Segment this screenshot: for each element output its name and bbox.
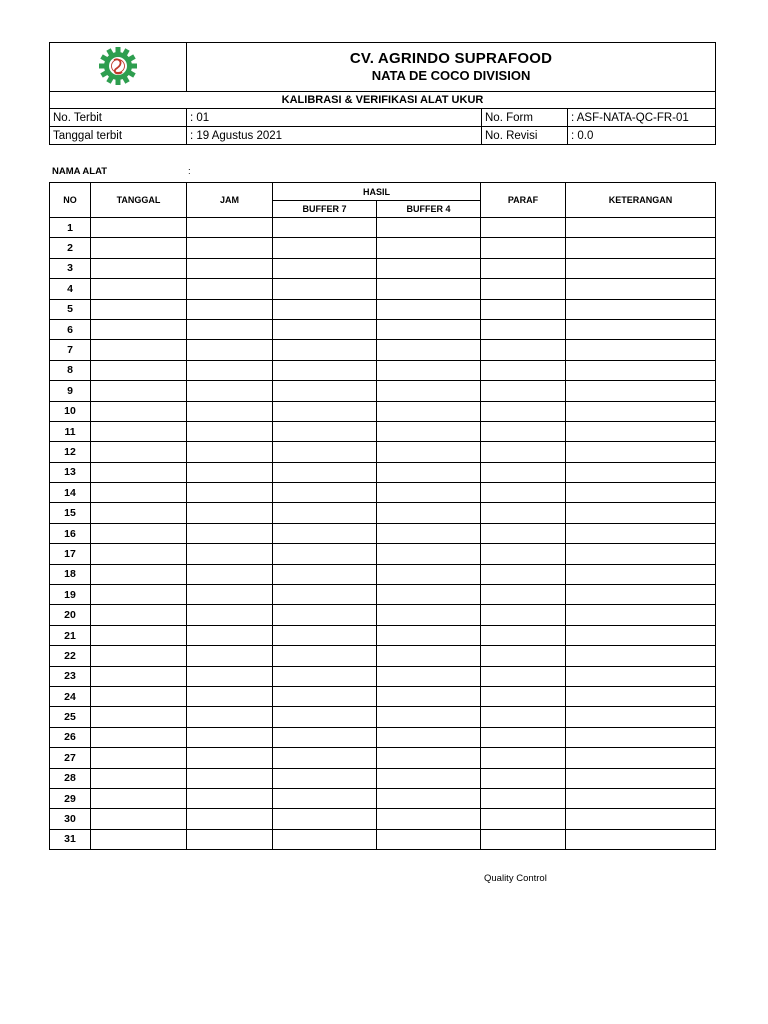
row-number: 31 [50, 829, 91, 849]
cell-buffer-7 [273, 319, 377, 339]
cell-buffer-4 [377, 442, 481, 462]
table-row [50, 218, 716, 238]
cell-buffer-7 [273, 564, 377, 584]
cell-jam [187, 544, 273, 564]
cell-tanggal [91, 564, 187, 584]
cell-paraf [481, 748, 566, 768]
no-form-label: No. Form [482, 109, 568, 127]
cell-tanggal [91, 299, 187, 319]
cell-tanggal [91, 483, 187, 503]
table-row [50, 360, 716, 380]
cell-jam [187, 646, 273, 666]
cell-tanggal [91, 605, 187, 625]
cell-buffer-7 [273, 258, 377, 278]
table-row [50, 340, 716, 360]
cell-keterangan [566, 625, 716, 645]
table-row [50, 503, 716, 523]
cell-tanggal [91, 360, 187, 380]
cell-paraf [481, 564, 566, 584]
cell-buffer-4 [377, 585, 481, 605]
cell-tanggal [91, 421, 187, 441]
nama-alat-colon: : [188, 166, 191, 177]
header-no: NO [50, 183, 91, 218]
cell-paraf [481, 707, 566, 727]
cell-buffer-4 [377, 544, 481, 564]
cell-jam [187, 462, 273, 482]
document-title: KALIBRASI & VERIFIKASI ALAT UKUR [50, 92, 716, 109]
cell-tanggal [91, 727, 187, 747]
row-number: 6 [50, 319, 91, 339]
cell-tanggal [91, 625, 187, 645]
cell-keterangan [566, 585, 716, 605]
table-row [50, 788, 716, 808]
cell-buffer-4 [377, 727, 481, 747]
table-row [50, 238, 716, 258]
cell-paraf [481, 258, 566, 278]
cell-jam [187, 503, 273, 523]
cell-jam [187, 809, 273, 829]
cell-buffer-7 [273, 727, 377, 747]
cell-tanggal [91, 544, 187, 564]
row-number: 12 [50, 442, 91, 462]
cell-keterangan [566, 788, 716, 808]
table-row [50, 279, 716, 299]
cell-keterangan [566, 523, 716, 543]
cell-jam [187, 218, 273, 238]
company-cell [187, 43, 716, 92]
row-number: 24 [50, 686, 91, 706]
cell-paraf [481, 442, 566, 462]
cell-paraf [481, 340, 566, 360]
cell-jam [187, 625, 273, 645]
cell-paraf [481, 401, 566, 421]
cell-buffer-7 [273, 462, 377, 482]
cell-keterangan [566, 564, 716, 584]
cell-keterangan [566, 605, 716, 625]
cell-jam [187, 605, 273, 625]
header-tanggal: TANGGAL [91, 183, 187, 218]
cell-buffer-4 [377, 503, 481, 523]
cell-keterangan [566, 238, 716, 258]
cell-tanggal [91, 809, 187, 829]
cell-paraf [481, 483, 566, 503]
cell-buffer-4 [377, 605, 481, 625]
cell-paraf [481, 503, 566, 523]
division-name: NATA DE COCO DIVISION [371, 68, 531, 83]
cell-buffer-7 [273, 605, 377, 625]
cell-paraf [481, 809, 566, 829]
cell-keterangan [566, 360, 716, 380]
row-number: 30 [50, 809, 91, 829]
cell-paraf [481, 788, 566, 808]
document-header [49, 42, 716, 145]
cell-tanggal [91, 585, 187, 605]
row-number: 10 [50, 401, 91, 421]
cell-jam [187, 483, 273, 503]
cell-tanggal [91, 258, 187, 278]
cell-jam [187, 401, 273, 421]
cell-tanggal [91, 381, 187, 401]
cell-jam [187, 340, 273, 360]
cell-buffer-4 [377, 483, 481, 503]
cell-jam [187, 748, 273, 768]
row-number: 17 [50, 544, 91, 564]
table-row [50, 686, 716, 706]
cell-buffer-4 [377, 748, 481, 768]
cell-keterangan [566, 340, 716, 360]
tanggal-terbit-value: : 19 Agustus 2021 [187, 127, 482, 145]
cell-tanggal [91, 218, 187, 238]
cell-keterangan [566, 279, 716, 299]
table-row [50, 523, 716, 543]
row-number: 20 [50, 605, 91, 625]
cell-buffer-7 [273, 483, 377, 503]
cell-buffer-4 [377, 360, 481, 380]
cell-keterangan [566, 809, 716, 829]
table-row [50, 544, 716, 564]
no-form-value: : ASF-NATA-QC-FR-01 [568, 109, 716, 127]
cell-paraf [481, 585, 566, 605]
cell-keterangan [566, 401, 716, 421]
cell-paraf [481, 421, 566, 441]
cell-jam [187, 319, 273, 339]
cell-buffer-7 [273, 809, 377, 829]
cell-jam [187, 279, 273, 299]
cell-buffer-7 [273, 238, 377, 258]
cell-paraf [481, 829, 566, 849]
cell-buffer-4 [377, 809, 481, 829]
cell-paraf [481, 646, 566, 666]
cell-buffer-4 [377, 401, 481, 421]
row-number: 28 [50, 768, 91, 788]
cell-keterangan [566, 442, 716, 462]
header-buffer-4: BUFFER 4 [377, 201, 481, 218]
cell-jam [187, 829, 273, 849]
cell-buffer-7 [273, 748, 377, 768]
cell-tanggal [91, 768, 187, 788]
row-number: 4 [50, 279, 91, 299]
cell-jam [187, 238, 273, 258]
row-number: 15 [50, 503, 91, 523]
cell-paraf [481, 319, 566, 339]
no-revisi-value: : 0.0 [568, 127, 716, 145]
cell-buffer-4 [377, 686, 481, 706]
cell-buffer-7 [273, 625, 377, 645]
cell-tanggal [91, 401, 187, 421]
cell-buffer-7 [273, 279, 377, 299]
cell-keterangan [566, 686, 716, 706]
header-keterangan: KETERANGAN [566, 183, 716, 218]
cell-keterangan [566, 218, 716, 238]
tanggal-terbit-label: Tanggal terbit [50, 127, 187, 145]
cell-jam [187, 727, 273, 747]
row-number: 11 [50, 421, 91, 441]
cell-tanggal [91, 707, 187, 727]
table-row [50, 462, 716, 482]
company-name: CV. AGRINDO SUPRAFOOD [349, 50, 553, 67]
cell-tanggal [91, 666, 187, 686]
cell-buffer-7 [273, 503, 377, 523]
row-number: 16 [50, 523, 91, 543]
cell-buffer-4 [377, 768, 481, 788]
cell-buffer-4 [377, 707, 481, 727]
cell-paraf [481, 625, 566, 645]
cell-keterangan [566, 666, 716, 686]
cell-jam [187, 564, 273, 584]
cell-paraf [481, 218, 566, 238]
table-row [50, 666, 716, 686]
cell-buffer-7 [273, 646, 377, 666]
cell-jam [187, 442, 273, 462]
cell-buffer-4 [377, 788, 481, 808]
cell-buffer-4 [377, 381, 481, 401]
table-row [50, 483, 716, 503]
cell-buffer-7 [273, 768, 377, 788]
cell-jam [187, 421, 273, 441]
cell-buffer-4 [377, 666, 481, 686]
cell-tanggal [91, 279, 187, 299]
cell-tanggal [91, 788, 187, 808]
row-number: 18 [50, 564, 91, 584]
cell-buffer-4 [377, 299, 481, 319]
table-row [50, 299, 716, 319]
cell-tanggal [91, 523, 187, 543]
quality-control-signature-label: Quality Control [484, 873, 547, 884]
cell-paraf [481, 686, 566, 706]
cell-buffer-7 [273, 523, 377, 543]
header-hasil: HASIL [273, 183, 481, 201]
cell-keterangan [566, 748, 716, 768]
cell-paraf [481, 462, 566, 482]
cell-buffer-7 [273, 829, 377, 849]
cell-keterangan [566, 503, 716, 523]
row-number: 27 [50, 748, 91, 768]
cell-tanggal [91, 829, 187, 849]
cell-keterangan [566, 646, 716, 666]
cell-paraf [481, 360, 566, 380]
cell-jam [187, 666, 273, 686]
row-number: 29 [50, 788, 91, 808]
cell-buffer-4 [377, 279, 481, 299]
cell-tanggal [91, 686, 187, 706]
table-row [50, 421, 716, 441]
table-row [50, 401, 716, 421]
cell-buffer-7 [273, 442, 377, 462]
table-row [50, 727, 716, 747]
cell-keterangan [566, 544, 716, 564]
row-number: 9 [50, 381, 91, 401]
cell-buffer-7 [273, 707, 377, 727]
table-row [50, 809, 716, 829]
no-terbit-value: : 01 [187, 109, 482, 127]
row-number: 5 [50, 299, 91, 319]
row-number: 7 [50, 340, 91, 360]
cell-tanggal [91, 646, 187, 666]
cell-tanggal [91, 462, 187, 482]
cell-tanggal [91, 442, 187, 462]
cell-tanggal [91, 238, 187, 258]
cell-tanggal [91, 748, 187, 768]
table-row [50, 707, 716, 727]
cell-paraf [481, 279, 566, 299]
row-number: 25 [50, 707, 91, 727]
cell-jam [187, 585, 273, 605]
cell-buffer-7 [273, 686, 377, 706]
cell-paraf [481, 381, 566, 401]
cell-keterangan [566, 707, 716, 727]
cell-buffer-4 [377, 829, 481, 849]
cell-jam [187, 768, 273, 788]
calibration-table [49, 182, 716, 850]
cell-paraf [481, 666, 566, 686]
cell-buffer-7 [273, 299, 377, 319]
cell-tanggal [91, 503, 187, 523]
cell-buffer-4 [377, 625, 481, 645]
row-number: 3 [50, 258, 91, 278]
cell-keterangan [566, 421, 716, 441]
cell-paraf [481, 605, 566, 625]
cell-buffer-4 [377, 319, 481, 339]
cell-buffer-7 [273, 401, 377, 421]
row-number: 2 [50, 238, 91, 258]
cell-buffer-7 [273, 340, 377, 360]
table-row [50, 442, 716, 462]
cell-keterangan [566, 462, 716, 482]
cell-paraf [481, 768, 566, 788]
cell-keterangan [566, 258, 716, 278]
cell-buffer-7 [273, 381, 377, 401]
cell-buffer-7 [273, 666, 377, 686]
logo-cell [50, 43, 187, 92]
cell-paraf [481, 523, 566, 543]
table-row [50, 381, 716, 401]
cell-buffer-7 [273, 421, 377, 441]
cell-paraf [481, 299, 566, 319]
header-jam: JAM [187, 183, 273, 218]
row-number: 8 [50, 360, 91, 380]
cell-buffer-4 [377, 523, 481, 543]
cell-tanggal [91, 319, 187, 339]
table-row [50, 625, 716, 645]
cell-buffer-7 [273, 585, 377, 605]
cell-buffer-4 [377, 258, 481, 278]
row-number: 13 [50, 462, 91, 482]
row-number: 23 [50, 666, 91, 686]
table-row [50, 829, 716, 849]
cell-buffer-4 [377, 238, 481, 258]
cell-paraf [481, 544, 566, 564]
cell-buffer-7 [273, 218, 377, 238]
cell-buffer-7 [273, 360, 377, 380]
cell-buffer-4 [377, 564, 481, 584]
cell-tanggal [91, 340, 187, 360]
cell-keterangan [566, 319, 716, 339]
cell-paraf [481, 238, 566, 258]
header-buffer-7: BUFFER 7 [273, 201, 377, 218]
table-row [50, 564, 716, 584]
table-row [50, 605, 716, 625]
table-row [50, 319, 716, 339]
table-row [50, 748, 716, 768]
no-terbit-label: No. Terbit [50, 109, 187, 127]
cell-keterangan [566, 299, 716, 319]
cell-buffer-4 [377, 646, 481, 666]
row-number: 1 [50, 218, 91, 238]
cell-keterangan [566, 727, 716, 747]
row-number: 19 [50, 585, 91, 605]
cell-keterangan [566, 483, 716, 503]
cell-jam [187, 299, 273, 319]
cell-jam [187, 523, 273, 543]
cell-jam [187, 360, 273, 380]
row-number: 14 [50, 483, 91, 503]
table-row [50, 258, 716, 278]
row-number: 22 [50, 646, 91, 666]
agrindo-logo-icon [92, 46, 144, 86]
table-row [50, 768, 716, 788]
cell-jam [187, 258, 273, 278]
cell-buffer-4 [377, 340, 481, 360]
header-paraf: PARAF [481, 183, 566, 218]
table-body [50, 218, 716, 850]
row-number: 21 [50, 625, 91, 645]
cell-buffer-7 [273, 788, 377, 808]
cell-buffer-4 [377, 462, 481, 482]
nama-alat-label: NAMA ALAT [52, 166, 108, 177]
cell-jam [187, 686, 273, 706]
cell-paraf [481, 727, 566, 747]
cell-keterangan [566, 381, 716, 401]
cell-jam [187, 788, 273, 808]
cell-jam [187, 381, 273, 401]
cell-keterangan [566, 829, 716, 849]
cell-keterangan [566, 768, 716, 788]
cell-buffer-7 [273, 544, 377, 564]
table-row [50, 646, 716, 666]
cell-buffer-4 [377, 218, 481, 238]
cell-buffer-4 [377, 421, 481, 441]
table-row [50, 585, 716, 605]
row-number: 26 [50, 727, 91, 747]
no-revisi-label: No. Revisi [482, 127, 568, 145]
cell-jam [187, 707, 273, 727]
